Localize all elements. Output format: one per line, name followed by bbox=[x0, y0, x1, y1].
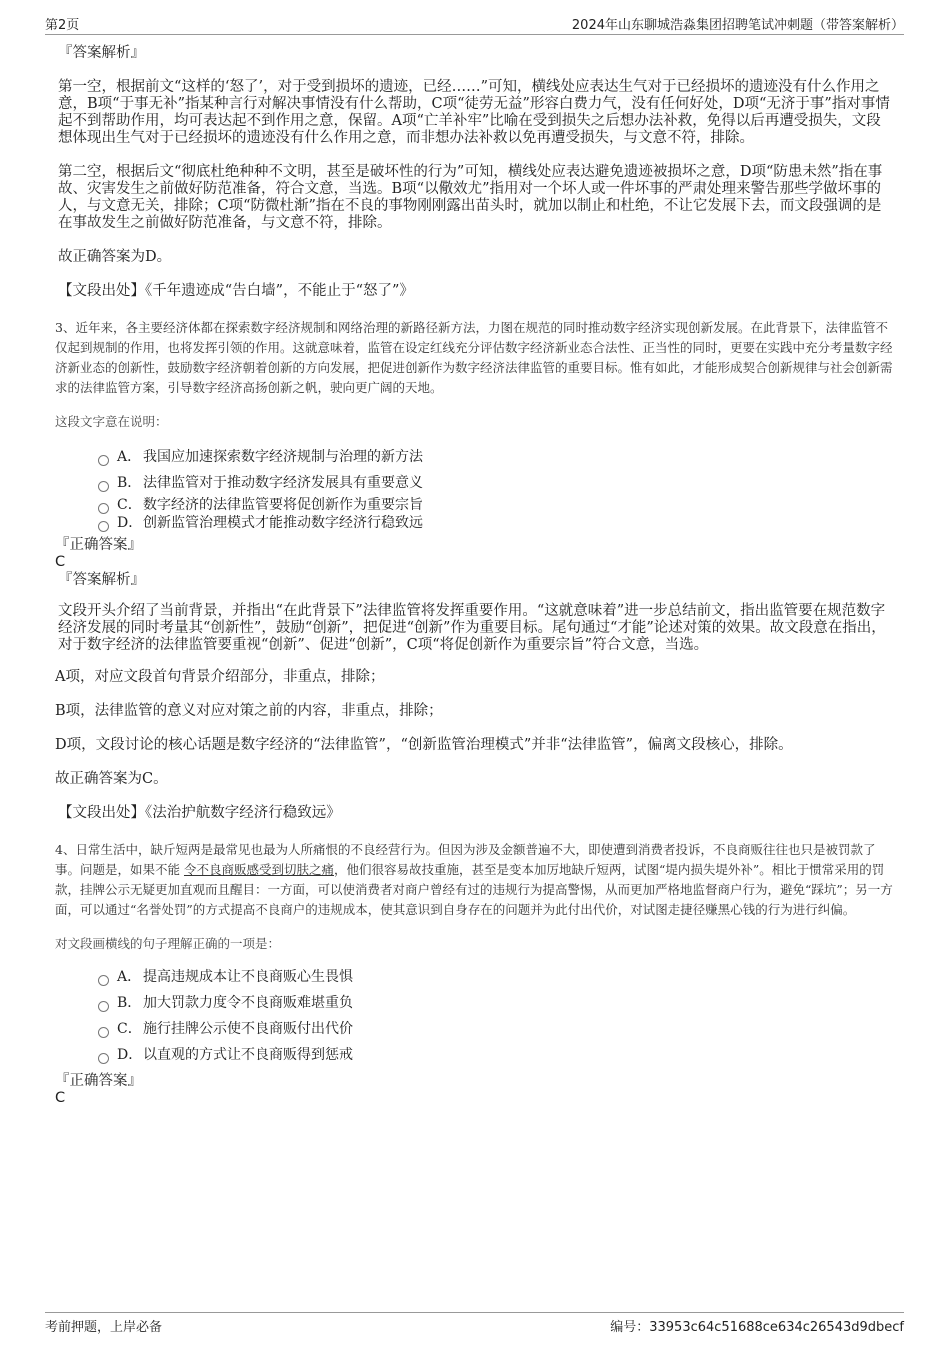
q2-analysis-paragraph-1: 第一空，根据前文“这样的‘怒了’，对于受到损坏的遗迹，已经……”可知，横线处应表达生气对于已经损坏的遗迹没有什么作用之意，B项“于事无补”指某种言行对解决事情没有什么帮助，C项“徒劳无益”形容白费力气，没有任何好处，D项“无济于事”指对事情起不到帮助作用，均可表达起不到作用之意，保留。A项“亡羊补牢”比喻在受到损失之后想办法补救，免得以后再遭受损失，文段想体现出生气对于已经损坏的遗迹没有什么作用之意，而非想办法补救以免再遭受损失，与文意不符，排除。 bbox=[58, 79, 890, 146]
radio-icon[interactable] bbox=[98, 481, 109, 492]
q2-analysis-paragraph-2: 第二空，根据后文“彻底杜绝种种不文明，甚至是破坏性的行为”可知，横线处应表达避免遗迹被损坏之意，D项“防患未然”指在事故、灾害发生之前做好防范准备，符合文意，当选。B项“以儆效尤”指用对一个坏人或一件坏事的严肃处理来警告那些学做坏事的人，与文意无关，排除；C项“防微杜渐”指在不良的事物刚刚露出苗头时，就加以制止和杜绝，不让它发展下去，而文段强调的是在事故发生之前做好防范准备，与文意不符，排除。 bbox=[58, 164, 883, 231]
q4-option-c[interactable]: C． 施行挂牌公示使不良商贩付出代价 bbox=[98, 1016, 895, 1042]
radio-icon[interactable] bbox=[98, 503, 109, 514]
page-footer bbox=[45, 1312, 904, 1336]
radio-icon[interactable] bbox=[98, 1001, 109, 1012]
radio-icon[interactable] bbox=[98, 975, 109, 986]
page-header bbox=[45, 14, 904, 35]
q4-option-d[interactable]: D． 以直观的方式让不良商贩得到惩戒 bbox=[98, 1042, 895, 1068]
q4-prompt: 对文段画横线的句子理解正确的一项是： bbox=[55, 936, 281, 951]
radio-icon[interactable] bbox=[98, 1053, 109, 1064]
q3-option-d[interactable]: D． 创新监管治理模式才能推动数字经济行稳致远 bbox=[98, 514, 895, 532]
q3-option-b[interactable]: B． 法律监管对于推动数字经济发展具有重要意义 bbox=[98, 470, 895, 496]
q3-prompt: 这段文字意在说明： bbox=[55, 414, 168, 429]
document-id: 编号：33953c64c51688ce634c26543d9dbecf bbox=[610, 1320, 904, 1335]
q4-option-b[interactable]: B． 加大罚款力度令不良商贩难堪重负 bbox=[98, 990, 895, 1016]
q3-options bbox=[55, 444, 895, 532]
q2-source: 【文段出处】《千年遗迹成“告白墙”，不能止于“怒了”》 bbox=[58, 283, 414, 299]
q3-analysis-paragraph: 文段开头介绍了当前背景，并指出“在此背景下”法律监管将发挥重要作用。“这就意味着”进一步总结前文，指出监管要在规范数字经济发展的同时考量其“创新性”，鼓励“创新”，把促进“创新”作为重要目标。尾句通过“才能”论述对策的效果。故文段意在指出，对于数字经济的法律监管要重视“创新”、促进“创新”，C项“将促创新作为重要宗旨”符合文意，当选。 bbox=[58, 603, 886, 653]
q4-answer-label: 『正确答案』 bbox=[55, 1073, 142, 1089]
radio-icon[interactable] bbox=[98, 455, 109, 466]
q3-analysis-option-b: B项，法律监管的意义对应对策之前的内容，非重点，排除； bbox=[55, 703, 443, 719]
q2-analysis-label: 『答案解析』 bbox=[58, 45, 145, 61]
q4-options bbox=[55, 964, 895, 1068]
q3-answer-label: 『正确答案』 bbox=[55, 537, 142, 553]
q3-question-text: 3、近年来，各主要经济体都在探索数字经济规制和网络治理的新路径新方法，力图在规范的同时推动数字经济实现创新发展。在此背景下，法律监管不仅起到规制的作用，也将发挥引领的作用。这就意味着，监管在设定红线充分评估数字经济新业态合法性、正当性的同时，更要在实践中充分考量数字经济新业态的创新性，鼓励数字经济朝着创新的方向发展，把促进创新作为数字经济法律监管的重要目标。惟有如此，才能形成契合创新规律与社会创新需求的法律监管方案，引导数字经济高扬创新之帆，驶向更广阔的天地。 bbox=[55, 320, 893, 395]
q3-answer: C bbox=[55, 554, 66, 570]
radio-icon[interactable] bbox=[98, 1027, 109, 1038]
q3-analysis-option-a: A项，对应文段首句背景介绍部分，非重点，排除； bbox=[55, 669, 385, 685]
q4-answer: C bbox=[55, 1090, 66, 1106]
q2-conclusion: 故正确答案为D。 bbox=[58, 249, 172, 265]
q3-analysis-option-d: D项，文段讨论的核心话题是数字经济的“法律监管”，“创新监管治理模式”并非“法律监管”，偏离文段核心，排除。 bbox=[55, 737, 793, 753]
q3-conclusion: 故正确答案为C。 bbox=[55, 771, 168, 787]
q4-option-a[interactable]: A． 提高违规成本让不良商贩心生畏惧 bbox=[98, 964, 895, 990]
page-number: 第2页 bbox=[45, 18, 80, 33]
q4-question-text: 4、日常生活中，缺斤短两是最常见也最为人所痛恨的不良经营行为。但因为涉及金额普遍不大，即使遭到消费者投诉，不良商贩往往也只是被罚款了事。问题是，如果不能 令不良商贩感受到切肤之痛，他们很容易故技重施，甚至是变本加厉地缺斤短两，试图“堤内损失堤外补”。相比于惯常采用的罚款，挂牌公示无疑更加直观而且醒目：一方面，可以使消费者对商户曾经有过的违规行为提高警惕，从而更加严格地监督商户行为，避免“踩坑”；另一方面，可以通过“名誉处罚”的方式提高不良商户的违规成本，使其意识到自身存在的问题并为此付出代价，对试图走捷径赚黑心钱的行为进行纠偏。 bbox=[55, 842, 893, 917]
radio-icon[interactable] bbox=[98, 521, 109, 532]
q3-analysis-label: 『答案解析』 bbox=[58, 572, 145, 588]
document-title: 2024年山东聊城浩淼集团招聘笔试冲刺题（带答案解析） bbox=[571, 18, 904, 33]
q3-option-a[interactable]: A． 我国应加速探索数字经济规制与治理的新方法 bbox=[98, 444, 895, 470]
q3-source: 【文段出处】《法治护航数字经济行稳致远》 bbox=[58, 805, 341, 821]
footer-slogan: 考前押题，上岸必备 bbox=[45, 1320, 163, 1335]
q3-option-c[interactable]: C． 数字经济的法律监管要将促创新作为重要宗旨 bbox=[98, 496, 895, 514]
page-content bbox=[55, 44, 895, 1106]
underlined-sentence: 令不良商贩感受到切肤之痛 bbox=[183, 862, 334, 877]
